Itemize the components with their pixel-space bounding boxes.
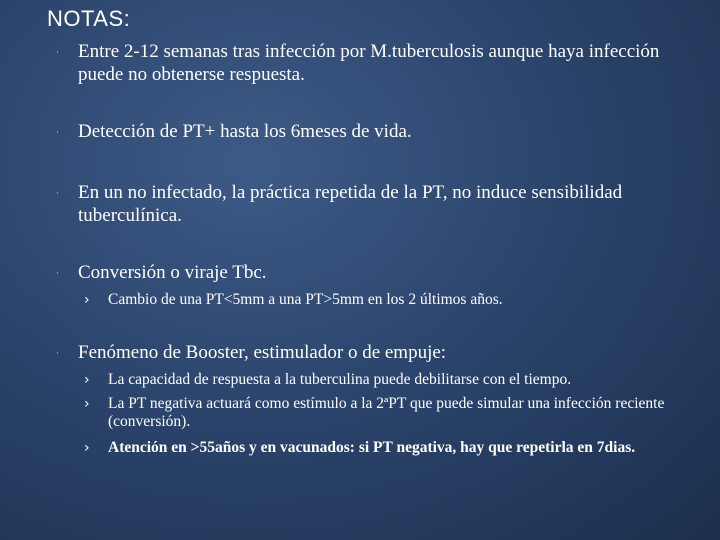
sub-bullet-item [84, 395, 694, 431]
bullet-dot-icon: · [56, 348, 59, 358]
bullet-text: Entre 2-12 semanas tras infección por M.tuberculosis aunque haya infección puede no obtenerse respuesta. [78, 41, 660, 85]
bullet-text: Conversión o viraje Tbc. [78, 262, 267, 283]
bullet-text: En un no infectado, la práctica repetida de la PT, no induce sensibilidad tuberculínica. [78, 182, 623, 226]
chevron-right-icon: › [84, 440, 90, 456]
bullet-dot-icon: · [56, 188, 59, 198]
chevron-right-icon: › [84, 292, 90, 308]
slide-title: NOTAS: [47, 6, 131, 31]
bullet-item [56, 261, 686, 285]
bullet-item [56, 181, 686, 227]
bullet-item [56, 40, 686, 86]
bullet-dot-icon: · [56, 268, 59, 278]
sub-bullet-text: Cambio de una PT<5mm a una PT>5mm en los 2 últimos años. [108, 291, 503, 308]
bullet-text: Fenómeno de Booster, estimulador o de empuje: [78, 342, 447, 363]
chevron-right-icon: › [84, 396, 90, 412]
bullet-text: Detección de PT+ hasta los 6meses de vida. [78, 121, 412, 142]
bullet-item [56, 341, 686, 365]
sub-bullet-item [84, 439, 694, 457]
bullet-dot-icon: · [56, 127, 59, 137]
sub-bullet-text: La PT negativa actuará como estímulo a la 2ªPT que puede simular una infección reciente (conversión). [108, 395, 665, 430]
sub-bullet-item [84, 291, 694, 309]
bullet-dot-icon: · [56, 47, 59, 57]
chevron-right-icon: › [84, 372, 90, 388]
bullet-item [56, 120, 686, 144]
sub-bullet-text: La capacidad de respuesta a la tuberculina puede debilitarse con el tiempo. [108, 371, 572, 388]
sub-bullet-text: Atención en >55años y en vacunados: si PT negativa, hay que repetirla en 7dias. [108, 439, 636, 456]
sub-bullet-item [84, 371, 694, 389]
